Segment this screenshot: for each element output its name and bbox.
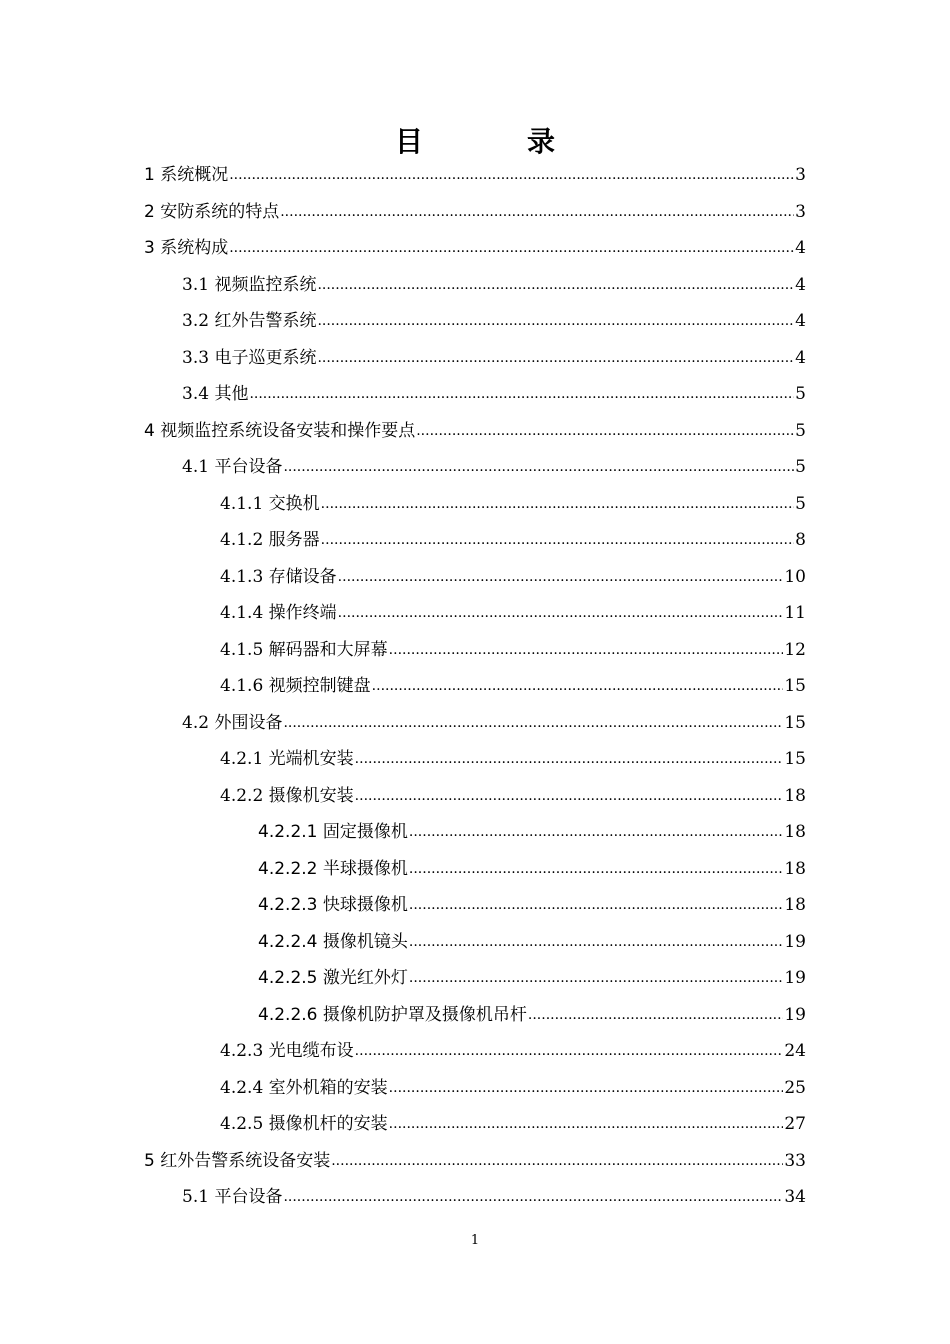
toc-leader-dots: [372, 674, 784, 698]
toc-entry[interactable]: [220, 662, 806, 698]
toc-entry[interactable]: [182, 261, 806, 297]
toc-entry-page: 25: [784, 1077, 806, 1098]
toc-leader-dots: [528, 1003, 783, 1027]
toc-entry-page: 18: [784, 858, 806, 879]
toc-leader-dots: [338, 601, 784, 625]
toc-entry-title: 3 系统构成: [144, 238, 229, 258]
toc-entry-page: 15: [784, 749, 806, 769]
toc-leader-dots: [389, 1076, 784, 1100]
toc-entry-title: 4.2.4 室外机箱的安装: [220, 1077, 388, 1098]
toc-entry-page: 15: [784, 712, 806, 733]
toc-entry-page: 5: [795, 493, 806, 514]
toc-entry-title: 4 视频监控系统设备安装和操作要点: [144, 420, 416, 441]
toc-leader-dots: [229, 236, 794, 260]
page-title: 目 录: [394, 125, 593, 158]
toc-entry[interactable]: [220, 480, 806, 516]
toc-entry[interactable]: [258, 954, 806, 990]
toc-entry-page: 12: [784, 639, 806, 660]
toc-entry-title: 4.1.1 交换机: [220, 493, 320, 514]
toc-leader-dots: [409, 820, 783, 844]
toc-entry[interactable]: [144, 1137, 806, 1173]
toc-entry[interactable]: [258, 845, 806, 881]
toc-leader-dots: [283, 711, 783, 735]
toc-entry[interactable]: [220, 772, 806, 808]
toc-entry-page: 5: [795, 420, 806, 441]
toc-entry[interactable]: [220, 1100, 806, 1136]
toc-entry-title: 3.3 电子巡更系统: [182, 347, 317, 368]
toc-entry-page: 18: [784, 822, 806, 842]
toc-entry-page: 24: [784, 1041, 806, 1061]
toc-leader-dots: [355, 1039, 784, 1063]
toc-leader-dots: [389, 638, 784, 662]
toc-entry-page: 19: [784, 1004, 806, 1025]
toc-entry-page: 18: [784, 895, 806, 915]
toc-entry[interactable]: [258, 991, 806, 1027]
toc-entry-page: 18: [784, 785, 806, 806]
toc-entry-title: 4.2.3 光电缆布设: [220, 1041, 354, 1061]
toc-entry-title: 4.2.2 摄像机安装: [220, 785, 354, 806]
toc-entry-page: 15: [784, 676, 806, 696]
toc-entry[interactable]: [220, 553, 806, 589]
toc-entry-title: 4.2.2.1 固定摄像机: [258, 822, 408, 842]
toc-leader-dots: [389, 1112, 784, 1136]
toc-leader-dots: [409, 930, 783, 954]
toc-entry-title: 3.2 红外告警系统: [182, 311, 317, 331]
toc-entry-title: 3.1 视频监控系统: [182, 274, 317, 295]
toc-entry[interactable]: [258, 918, 806, 954]
toc-entry[interactable]: [220, 589, 806, 625]
toc-entry-title: 4.2.2.4 摄像机镜头: [258, 931, 408, 952]
toc-entry[interactable]: [182, 297, 806, 333]
toc-entry-title: 1 系统概况: [144, 165, 229, 185]
toc-entry-page: 33: [784, 1150, 806, 1171]
toc-leader-dots: [317, 346, 794, 370]
toc-entry-page: 5: [795, 384, 806, 404]
toc-entry[interactable]: [182, 1173, 806, 1209]
toc-entry-page: 8: [795, 530, 806, 550]
toc-leader-dots: [283, 1185, 783, 1209]
toc-entry[interactable]: [220, 626, 806, 662]
toc-leader-dots: [280, 200, 794, 224]
toc-entry-page: 19: [784, 931, 806, 952]
toc-entry[interactable]: [258, 881, 806, 917]
toc-entry[interactable]: [182, 334, 806, 370]
toc-entry-page: 34: [784, 1187, 806, 1207]
toc-entry-title: 4.2.2.2 半球摄像机: [258, 858, 408, 879]
toc-entry-title: 5 红外告警系统设备安装: [144, 1150, 331, 1171]
toc-entry-page: 4: [795, 274, 806, 295]
toc-entry-title: 4.2 外围设备: [182, 712, 283, 733]
toc-entry[interactable]: [220, 516, 806, 552]
toc-entry-page: 5: [795, 457, 806, 477]
toc-entry[interactable]: [144, 188, 806, 224]
page-number: 1: [470, 1233, 480, 1248]
toc-leader-dots: [355, 784, 784, 808]
toc-entry[interactable]: [144, 151, 806, 187]
toc-leader-dots: [355, 747, 784, 771]
toc-leader-dots: [283, 455, 794, 479]
toc-entry-page: 19: [784, 968, 806, 988]
toc-entry-page: 3: [795, 201, 806, 222]
toc-leader-dots: [321, 528, 795, 552]
toc-entry-page: 10: [784, 566, 806, 587]
toc-leader-dots: [317, 273, 794, 297]
toc-leader-dots: [338, 565, 784, 589]
toc-leader-dots: [321, 492, 795, 516]
toc-entry-page: 3: [795, 165, 806, 185]
toc-leader-dots: [317, 309, 794, 333]
toc-entry-page: 27: [784, 1114, 806, 1134]
toc-entry[interactable]: [144, 407, 806, 443]
toc-leader-dots: [249, 382, 794, 406]
toc-entry[interactable]: [144, 224, 806, 260]
toc-entry[interactable]: [220, 1027, 806, 1063]
toc-leader-dots: [409, 966, 783, 990]
toc-entry-page: 4: [795, 238, 806, 258]
toc-entry-title: 4.2.2.6 摄像机防护罩及摄像机吊杆: [258, 1004, 527, 1025]
toc-entry-title: 4.2.1 光端机安装: [220, 749, 354, 769]
toc-leader-dots: [409, 893, 783, 917]
toc-entry-title: 4.1.2 服务器: [220, 530, 320, 550]
toc-entry[interactable]: [220, 735, 806, 771]
toc-entry-title: 4.1.3 存储设备: [220, 566, 337, 587]
toc-entry-page: 4: [795, 347, 806, 368]
toc-entry[interactable]: [182, 370, 806, 406]
toc-entry[interactable]: [182, 699, 806, 735]
toc-entry-title: 4.2.5 摄像机杆的安装: [220, 1114, 388, 1134]
toc-entry-title: 2 安防系统的特点: [144, 201, 280, 222]
toc-entry-title: 4.2.2.5 激光红外灯: [258, 968, 408, 988]
toc-entry-page: 4: [795, 311, 806, 331]
toc-entry-title: 4.1.4 操作终端: [220, 603, 337, 623]
toc-leader-dots: [229, 163, 794, 187]
toc-leader-dots: [409, 857, 783, 881]
toc-entry[interactable]: [258, 808, 806, 844]
toc-entry-title: 4.1.5 解码器和大屏幕: [220, 639, 388, 660]
toc-entry[interactable]: [220, 1064, 806, 1100]
toc-entry-title: 4.1.6 视频控制键盘: [220, 676, 371, 696]
toc-leader-dots: [331, 1149, 783, 1173]
toc-entry-title: 5.1 平台设备: [182, 1187, 283, 1207]
toc-entry[interactable]: [182, 443, 806, 479]
toc-leader-dots: [416, 419, 794, 443]
toc-entry-page: 11: [784, 603, 806, 623]
toc-entry-title: 3.4 其他: [182, 384, 249, 404]
toc-entry-title: 4.2.2.3 快球摄像机: [258, 895, 408, 915]
toc-entry-title: 4.1 平台设备: [182, 457, 283, 477]
